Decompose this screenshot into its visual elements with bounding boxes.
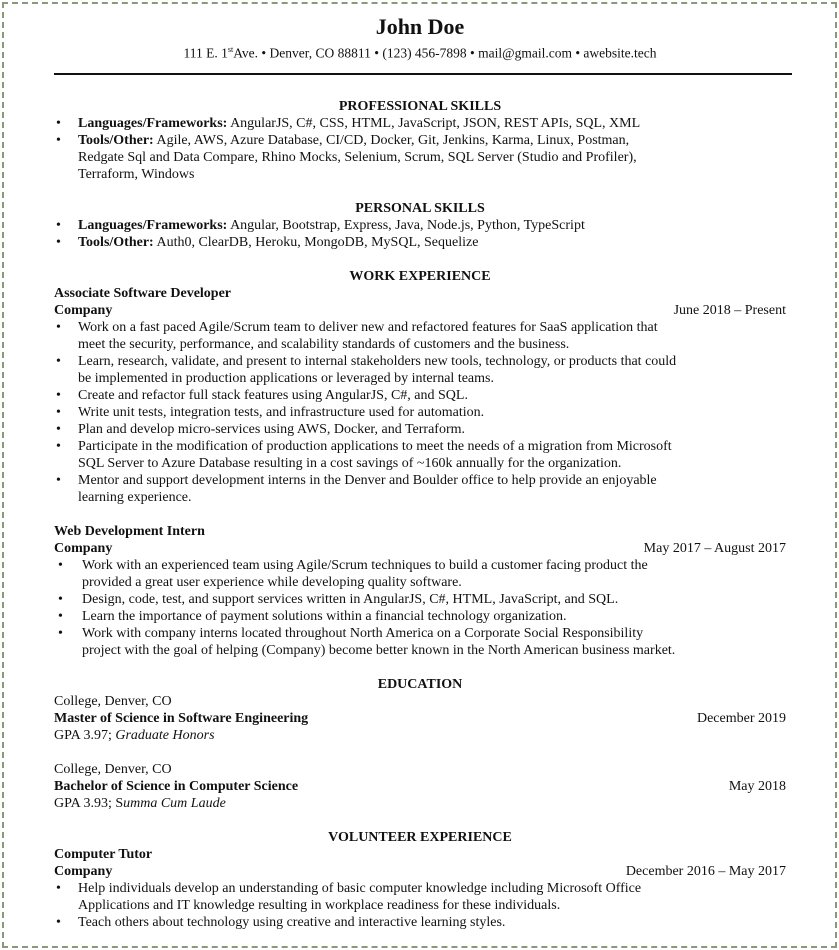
list-item: • Learn the importance of payment solutions within a financial technology organization. bbox=[58, 608, 567, 624]
personal-skills-list bbox=[54, 217, 786, 251]
job-meta bbox=[54, 540, 786, 557]
list-item: • Design, code, test, and support services written in AngularJS, C#, HTML, JavaScript, and SQL. bbox=[58, 591, 619, 607]
personal-skills-section bbox=[54, 200, 786, 251]
section-title: PERSONAL SKILLS bbox=[355, 200, 485, 216]
school-name: College, Denver, CO bbox=[54, 761, 172, 777]
list-item: • Work with company interns located throughout North America on a Corporate Social Responsibility project with the goal of helping (Company) become better known in the North American business market. bbox=[58, 625, 676, 658]
degree-name: Bachelor of Science in Computer Science bbox=[54, 778, 299, 794]
list-item: • Work on a fast paced Agile/Scrum team to deliver new and refactored features for SaaS application that meet the security, performance, and scalability standards of customers and the business. bbox=[56, 319, 658, 352]
volunteer-section bbox=[54, 829, 786, 931]
work-experience-section bbox=[54, 268, 786, 659]
list-item: • Plan and develop micro-services using AWS, Docker, and Terraform. bbox=[56, 421, 466, 437]
professional-skills-section bbox=[54, 98, 786, 183]
list-item: • Tools/Other: Auth0, ClearDB, Heroku, MongoDB, MySQL, Sequelize bbox=[56, 234, 479, 250]
job-meta bbox=[54, 302, 786, 319]
section-title: VOLUNTEER EXPERIENCE bbox=[328, 829, 512, 845]
school-name: College, Denver, CO bbox=[54, 693, 172, 709]
section-title: EDUCATION bbox=[377, 676, 463, 692]
gpa-line: GPA 3.97; Graduate Honors bbox=[54, 727, 215, 743]
job-bullets bbox=[54, 319, 786, 506]
job-dates: May 2017 – August 2017 bbox=[643, 540, 786, 556]
list-item: • Learn, research, validate, and present to internal stakeholders new tools, technology, or products that could be implemented in production applications or leveraged by internal teams. bbox=[56, 353, 677, 386]
list-item: • Languages/Frameworks: AngularJS, C#, CSS, HTML, JavaScript, JSON, REST APIs, SQL, XML bbox=[56, 115, 641, 131]
list-item: • Participate in the modification of production applications to meet the needs of a migration from Microsoft SQL Server to Azure Database resulting in a cost savings of ~160k annually for the organization. bbox=[56, 438, 672, 471]
job-bullets bbox=[54, 557, 786, 659]
education-section bbox=[54, 676, 786, 812]
section-title: WORK EXPERIENCE bbox=[349, 268, 491, 284]
volunteer-bullets bbox=[54, 880, 786, 931]
professional-skills-list bbox=[54, 115, 786, 183]
list-item: • Teach others about technology using creative and interactive learning styles. bbox=[56, 914, 506, 930]
degree-row bbox=[54, 778, 786, 795]
resume-content bbox=[54, 12, 786, 931]
degree-name: Master of Science in Software Engineering bbox=[54, 710, 309, 726]
gpa-line: GPA 3.93; Summa Cum Laude bbox=[54, 795, 226, 811]
list-item: • Create and refactor full stack features using AngularJS, C#, and SQL. bbox=[56, 387, 468, 403]
list-item: • Languages/Frameworks: Angular, Bootstrap, Express, Java, Node.js, Python, TypeScript bbox=[56, 217, 585, 233]
section-title: PROFESSIONAL SKILLS bbox=[338, 98, 502, 114]
list-item: • Work with an experienced team using Agile/Scrum techniques to build a customer facing product the provided a great user experience while developing quality software. bbox=[58, 557, 648, 590]
company-name: Company bbox=[54, 302, 113, 318]
list-item: • Tools/Other: Agile, AWS, Azure Database, CI/CD, Docker, Git, Jenkins, Karma, Linux, Postman, Redgate Sql and Data Compare, Rhino Mocks, Selenium, Scrum, SQL Server (Studio and Profiler), Terraform, Windows bbox=[56, 132, 637, 182]
job-title: Computer Tutor bbox=[54, 846, 153, 862]
list-item: • Write unit tests, integration tests, and infrastructure used for automation. bbox=[56, 404, 485, 420]
list-item: • Mentor and support development interns in the Denver and Boulder office to help provide an enjoyable learning experience. bbox=[56, 472, 657, 505]
company-name: Company bbox=[54, 540, 113, 556]
job-title: Associate Software Developer bbox=[54, 285, 232, 301]
degree-date: December 2019 bbox=[696, 710, 786, 726]
degree-date: May 2018 bbox=[728, 778, 786, 794]
list-item: • Help individuals develop an understanding of basic computer knowledge including Microsoft Office Applications and IT knowledge resulting in workplace readiness for these individuals. bbox=[56, 880, 642, 913]
contact-line: 111 E. 1stAve. • Denver, CO 88811 • (123) 456-7898 • mail@gmail.com • awebsite.tech bbox=[183, 45, 657, 61]
degree-row bbox=[54, 710, 786, 727]
company-name: Company bbox=[54, 863, 113, 879]
header-divider bbox=[54, 73, 792, 75]
candidate-name: John Doe bbox=[375, 14, 465, 39]
job-title: Web Development Intern bbox=[54, 523, 205, 539]
job-dates: June 2018 – Present bbox=[673, 302, 786, 318]
job-meta bbox=[54, 863, 786, 880]
job-dates: December 2016 – May 2017 bbox=[625, 863, 786, 879]
